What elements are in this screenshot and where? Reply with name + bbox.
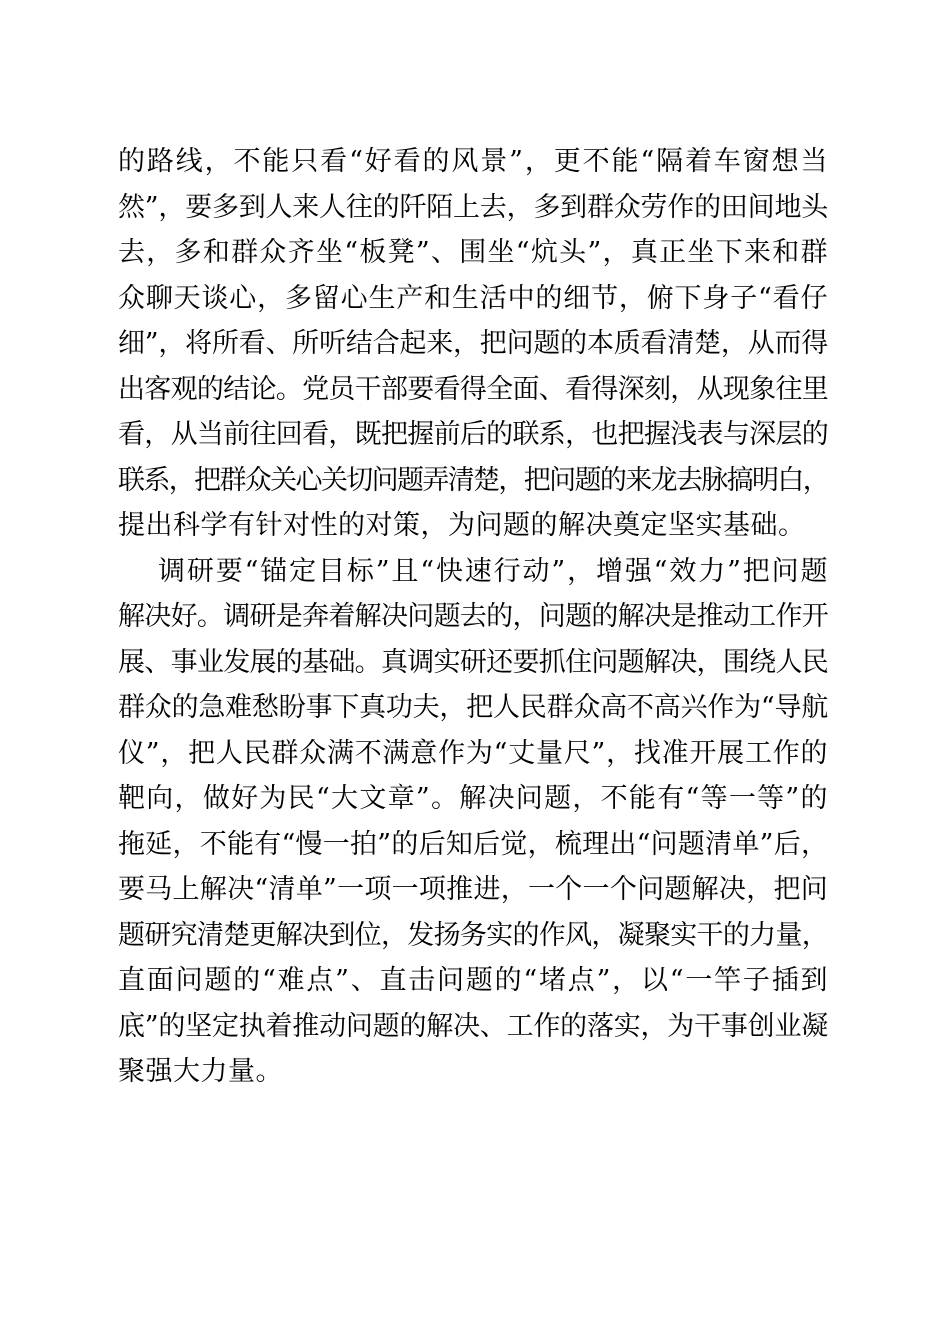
text-line: 聚强大力量。 — [118, 1056, 283, 1087]
text-line: 要马上解决“清单”一项一项推进，一个一个问题解决，把问 — [118, 874, 828, 905]
text-line: 拖延，不能有“慢一拍”的后知后觉，梳理出“问题清单”后， — [118, 828, 829, 860]
text-line: 题研究清楚更解决到位，发扬务实的作风，凝聚实干的力量， — [118, 919, 828, 951]
paragraph-2 — [118, 549, 828, 1095]
text-line: 的路线，不能只看“好看的风景”，更不能“隔着车窗想当 — [118, 146, 828, 177]
paragraph-1 — [118, 139, 828, 549]
text-line: 直面问题的“难点”、直击问题的“堵点”，以“一竿子插到 — [118, 965, 828, 996]
text-line: 群众的急难愁盼事下真功夫，把人民群众高不高兴作为“导航 — [118, 692, 828, 723]
text-line: 提出科学有针对性的对策，为问题的解决奠定坚实基础。 — [118, 510, 806, 541]
text-line: 然”，要多到人来人往的阡陌上去，多到群众劳作的田间地头 — [118, 191, 828, 223]
text-line: 解决好。调研是奔着解决问题去的，问题的解决是推动工作开 — [118, 601, 828, 632]
text-line: 调研要“锚定目标”且“快速行动”，增强“效力”把问题 — [158, 555, 828, 587]
text-line: 去，多和群众齐坐“板凳”、围坐“炕头”，真正坐下来和群 — [118, 237, 828, 268]
text-line: 仪”，把人民群众满不满意作为“丈量尺”，找准开展工作的 — [118, 737, 828, 769]
text-line: 展、事业发展的基础。真调实研还要抓住问题解决，围绕人民 — [118, 646, 828, 678]
text-line: 底”的坚定执着推动问题的解决、工作的落实，为干事创业凝 — [118, 1010, 828, 1042]
text-line: 联系，把群众关心关切问题弄清楚，把问题的来龙去脉搞明白， — [118, 464, 828, 496]
text-line: 细”，将所看、所听结合起来，把问题的本质看清楚，从而得 — [118, 328, 828, 359]
text-line: 靶向，做好为民“大文章”。解决问题，不能有“等一等”的 — [118, 783, 828, 814]
text-line: 众聊天谈心，多留心生产和生活中的细节，俯下身子“看仔 — [118, 282, 828, 314]
text-line: 出客观的结论。党员干部要看得全面、看得深刻，从现象往里 — [118, 373, 828, 405]
text-line: 看，从当前往回看，既把握前后的联系，也把握浅表与深层的 — [118, 419, 828, 450]
document-body — [118, 139, 828, 1095]
